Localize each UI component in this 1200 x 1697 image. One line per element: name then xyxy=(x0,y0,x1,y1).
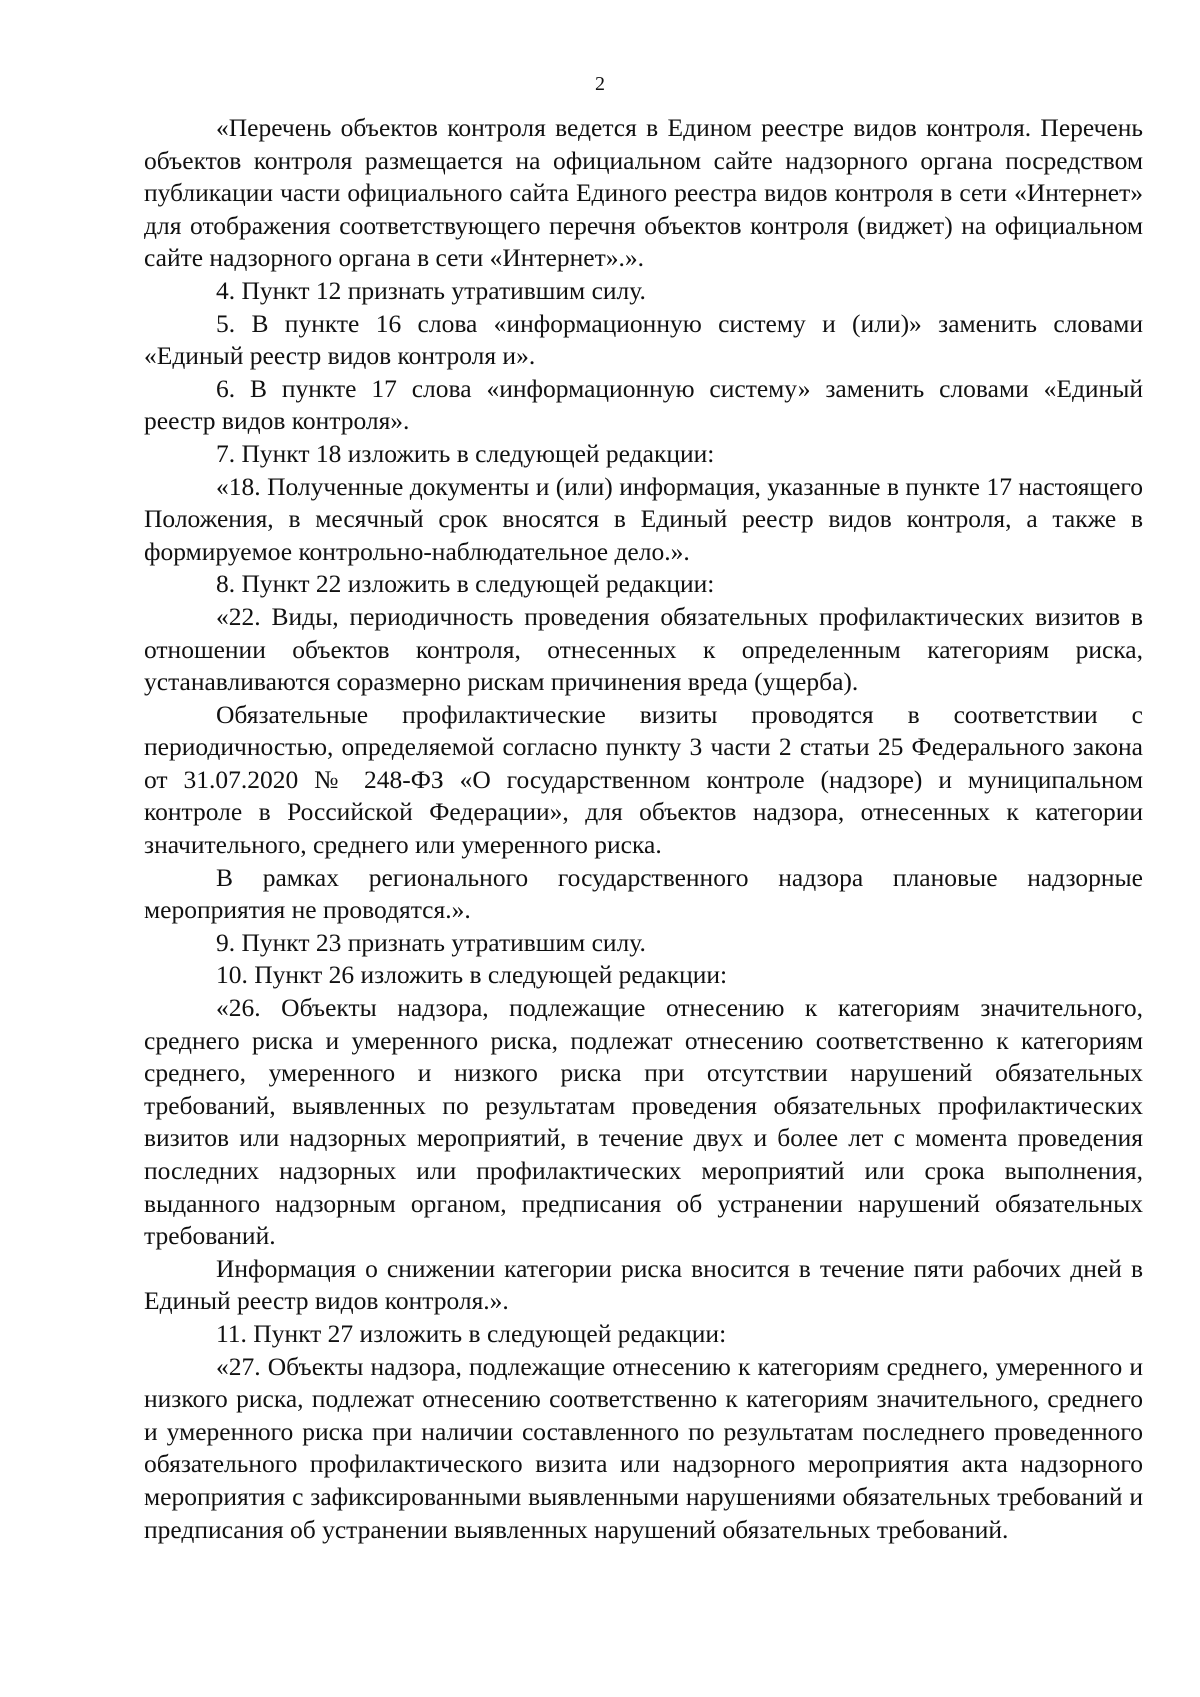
paragraph: 6. В пункте 17 слова «информационную систему» заменить словами «Единый реестр видов контроля». xyxy=(144,373,1143,436)
paragraph: 8. Пункт 22 изложить в следующей редакции: xyxy=(216,569,715,599)
paragraph: 5. В пункте 16 слова «информационную систему и (или)» заменить словами «Единый реестр видов контроля и». xyxy=(144,308,1143,371)
paragraph: «27. Объекты надзора, подлежащие отнесению к категориям среднего, умеренного и низкого риска, подлежат отнесению соответственно к категориям значительного, среднего и умеренного риска при наличии составленного по результатам последнего проведенного обязательного профилактического визита или надзорного мероприятия акта надзорного мероприятия с зафиксированными выявленными нарушениями обязательных требований и предписания об устранении выявленных нарушений обязательных требований. xyxy=(144,1351,1143,1544)
paragraph: 10. Пункт 26 изложить в следующей редакции: xyxy=(216,960,728,990)
paragraph: Обязательные профилактические визиты проводятся в соответствии с периодичностью, определяемой согласно пункту 3 части 2 статьи 25 Федерального закона от 31.07.2020 № 248-ФЗ «О государственном контроле (надзоре) и муниципальном контроле в Российской Федерации», для объектов надзора, отнесенных к категории значительного, среднего или умеренного риска. xyxy=(144,699,1143,860)
document-body xyxy=(144,112,1143,1546)
paragraph: 11. Пункт 27 изложить в следующей редакции: xyxy=(216,1318,727,1348)
paragraph: 4. Пункт 12 признать утратившим силу. xyxy=(216,275,646,305)
paragraph: В рамках регионального государственного надзора плановые надзорные мероприятия не проводятся.». xyxy=(144,862,1143,925)
paragraph: «26. Объекты надзора, подлежащие отнесению к категориям значительного, среднего риска и умеренного риска, подлежат отнесению соответственно к категориям среднего, умеренного и низкого риска при отсутствии нарушений обязательных требований, выявленных по результатам проведения обязательных профилактических визитов или надзорных мероприятий, в течение двух и более лет с момента проведения последних надзорных или профилактических мероприятий или срока выполнения, выданного надзорным органом, предписания об устранении нарушений обязательных требований. xyxy=(144,993,1143,1251)
page-number: 2 xyxy=(595,73,605,95)
paragraph: «22. Виды, периодичность проведения обязательных профилактических визитов в отношении объектов контроля, отнесенных к определенным категориям риска, устанавливаются соразмерно рискам причинения вреда (ущерба). xyxy=(144,601,1143,697)
paragraph: 7. Пункт 18 изложить в следующей редакции: xyxy=(216,438,715,468)
paragraph: 9. Пункт 23 признать утратившим силу. xyxy=(216,927,646,957)
paragraph: «Перечень объектов контроля ведется в Едином реестре видов контроля. Перечень объектов контроля размещается на официальном сайте надзорного органа посредством публикации части официального сайта Единого реестра видов контроля в сети «Интернет» для отображения соответствующего перечня объектов контроля (виджет) на официальном сайте надзорного органа в сети «Интернет».». xyxy=(144,113,1143,273)
paragraph: «18. Полученные документы и (или) информация, указанные в пункте 17 настоящего Положения, в месячный срок вносятся в Единый реестр видов контроля, а также в формируемое контрольно-наблюдательное дело.». xyxy=(144,471,1143,566)
paragraph: Информация о снижении категории риска вносится в течение пяти рабочих дней в Единый реестр видов контроля.». xyxy=(144,1253,1143,1316)
